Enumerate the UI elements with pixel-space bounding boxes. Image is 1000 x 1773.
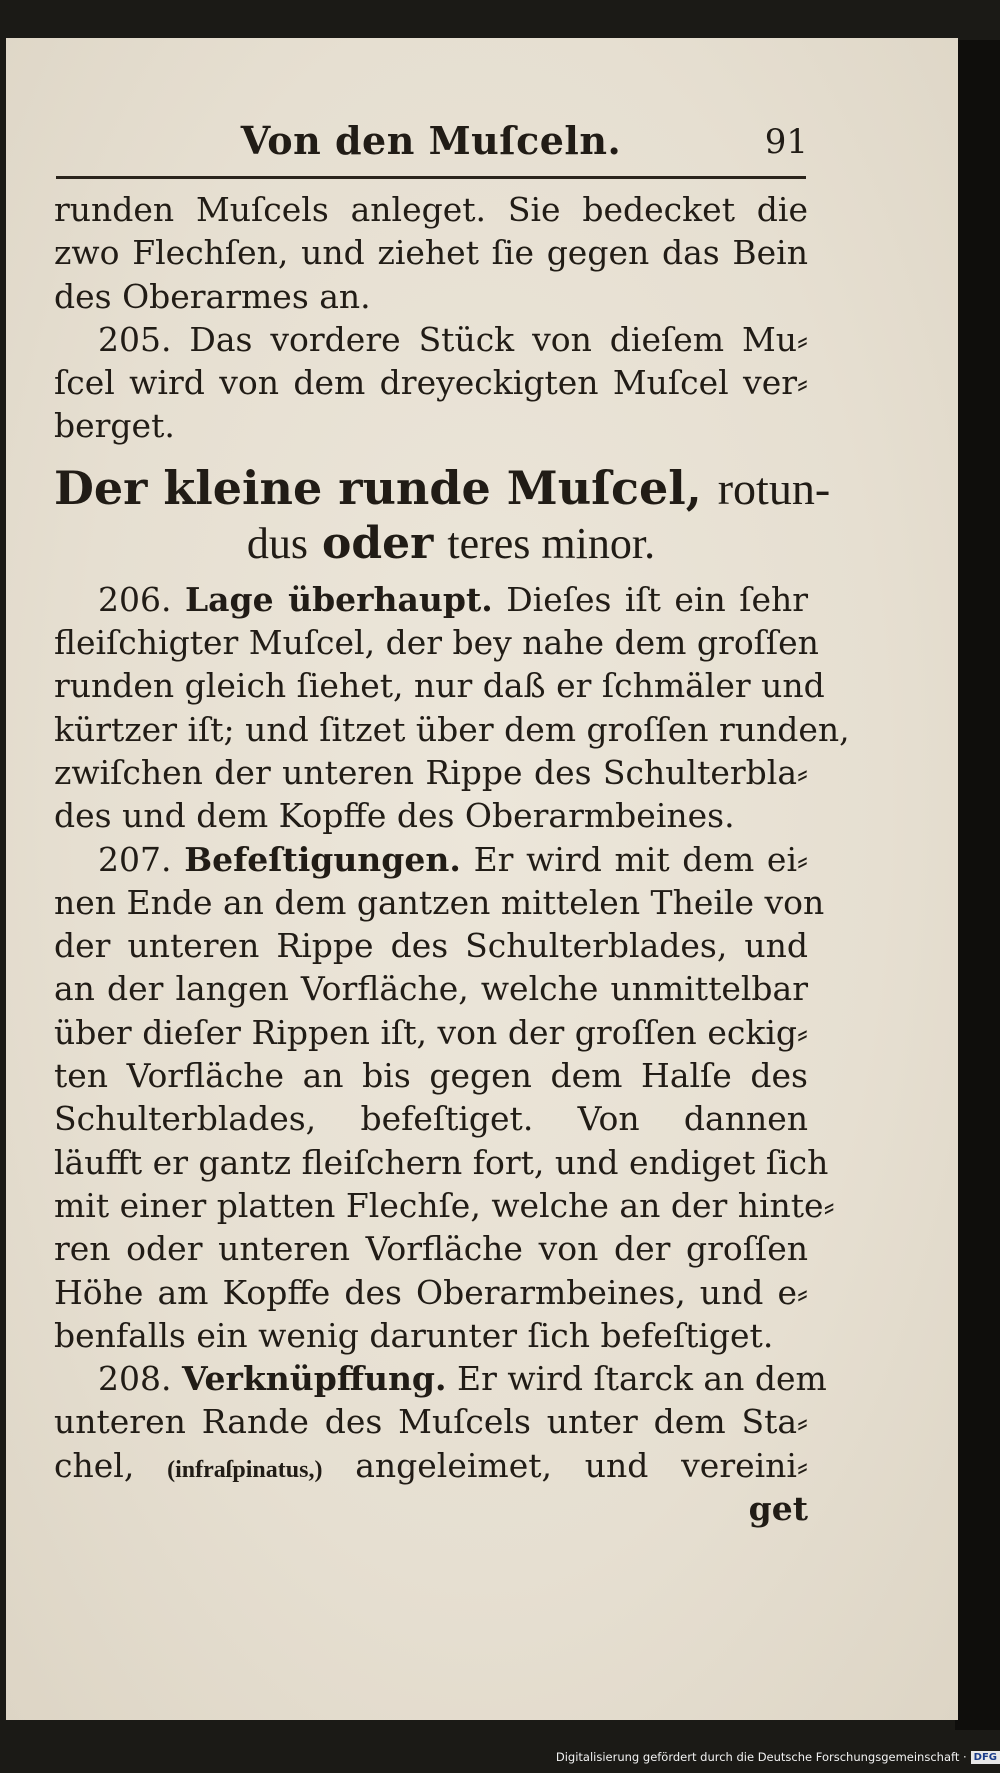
text-line: ten Vorfläche an bis gegen dem Halſe des [54,1056,808,1096]
text-line [54,1444,808,1487]
latin-term: (infraſpinatus,) [167,1456,323,1483]
paragraph-number: 206. [98,579,172,619]
text-line: Schulterblades, befeſtiget. Von dannen [54,1099,808,1139]
page-number: 91 [764,122,808,162]
paragraph-keyword: Befeſtigungen. [184,839,461,879]
paragraph-keyword: Lage überhaupt. [184,579,493,619]
text-line: läufft er gantz fleiſchern fort, und endiget ſich [54,1142,829,1182]
heading-latin: dus [246,518,309,568]
text-line: Höhe am Kopffe des Oberarmbeines, und e⸗ [54,1272,808,1312]
text-line: zwiſchen der unteren Rippe des Schulterbla⸗ [54,752,808,792]
text-line: des und dem Kopffe des Oberarmbeines. [54,796,735,836]
text-line: an der langen Vorfläche, welche unmittelbar [54,969,808,1009]
text-line: unteren Rande des Muſcels unter dem Sta⸗ [54,1402,808,1442]
text-line: fleiſchigter Muſcel, der bey nahe dem groſſen [54,623,819,663]
text-line: runden gleich ſiehet, nur daß er ſchmäler und [54,666,825,706]
paragraph-text: Er wird ſtarck an dem [457,1359,827,1399]
paragraph-205-first-line: 205. Das vordere Stück von dieſem Mu⸗ [98,319,808,359]
text-line: benfalls ein wenig darunter ſich befeſtiget. [54,1315,774,1355]
text-line: zwo Flechſen, und ziehet ſie gegen das Bein [54,233,808,273]
running-title: Von den Muſceln. [240,118,622,163]
text-line: runden Muſcels anleget. Sie bedecket die [54,190,808,229]
text-line: nen Ende an dem gantzen mittelen Theile von [54,882,825,922]
section-heading [54,460,831,516]
dfg-logo: DFG [971,1751,1000,1764]
text-segment: chel, [54,1445,135,1485]
text-line: berget. [54,406,175,446]
heading-fraktur: oder [322,517,434,569]
text-line: ren oder unteren Vorfläche von der groſſen [54,1229,808,1269]
paragraph-206-first-line [54,578,808,621]
paragraph-207-first-line [54,838,808,881]
paragraph-text: Dieſes iſt ein ſehr [506,579,808,619]
digitization-credit [440,1750,1000,1770]
text-segment: angeleimet, und vereini⸗ [355,1445,808,1485]
heading-latin: teres minor. [447,518,656,568]
paragraph-number: 208. [98,1359,172,1399]
catchword: get [748,1489,808,1529]
heading-fraktur: Der kleine runde Muſcel, [54,460,702,515]
page-header [56,116,806,166]
text-line: kürtzer iſt; und ſitzet über dem groſſen runden, [54,709,850,749]
text-line: über dieſer Rippen iſt, von der groſſen eckig⸗ [54,1012,808,1052]
header-rule [56,176,806,179]
paragraph-number: 207. [98,839,172,879]
paragraph-keyword: Verknüpffung. [181,1359,447,1399]
body-text [54,188,850,1530]
paragraph-208-first-line [54,1357,827,1400]
scan-background-edge [955,40,1000,1730]
text-line: ſcel wird von dem dreyeckigten Muſcel ver⸗ [54,363,808,403]
credit-text: Digitalisierung gefördert durch die Deutsche Forschungsgemeinschaft · [555,1750,967,1764]
paragraph-text: Er wird mit dem ei⸗ [473,839,809,879]
text-line: mit einer platten Flechſe, welche an der hinte⸗ [54,1185,835,1225]
text-line: des Oberarmes an. [54,276,371,316]
book-page [6,38,958,1720]
heading-latin: rotun- [717,462,831,514]
text-line: der unteren Rippe des Schulterblades, und [54,926,808,966]
section-heading-line2 [54,516,808,578]
